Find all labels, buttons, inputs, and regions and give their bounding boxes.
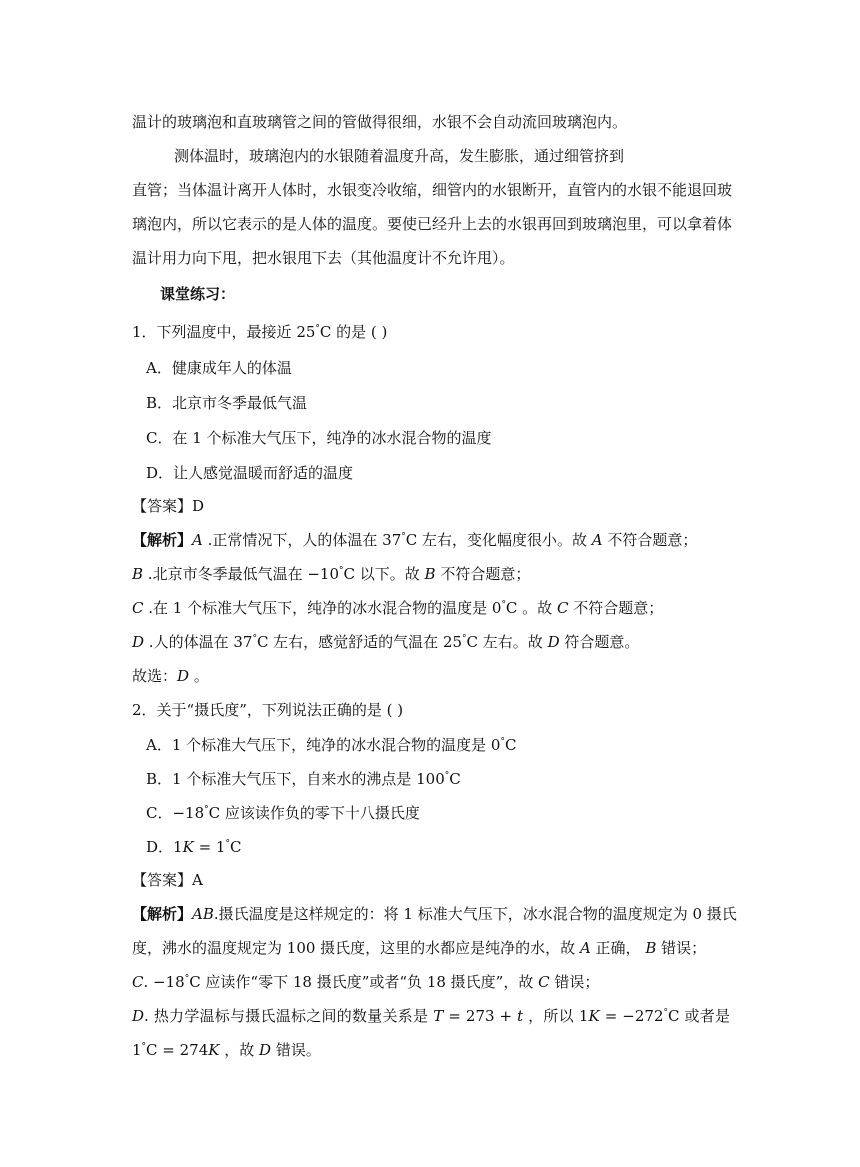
question-2-explanation-line: 1°C = 274K ，故 D 错误。: [132, 1041, 321, 1059]
question-2-option-b: B．1 个标准大气压下，自来水的沸点是 100°C: [146, 770, 461, 788]
paragraph-line: 温计用力向下甩，把水银甩下去（其他温度计不允许甩）。: [132, 249, 515, 267]
paragraph-line: 温计的玻璃泡和直玻璃管之间的管做得很细，水银不会自动流回玻璃泡内。: [132, 113, 628, 131]
question-1-answer: 【答案】D: [132, 497, 205, 515]
question-1-stem: 1．下列温度中，最接近 25°C 的是 ( ): [132, 323, 388, 341]
question-2-option-a: A．1 个标准大气压下，纯净的冰水混合物的温度是 0°C: [146, 736, 517, 754]
question-1-option-d: D．让人感觉温暖而舒适的温度: [146, 464, 354, 482]
question-2-answer: 【答案】A: [132, 871, 203, 889]
question-2-explanation-line: 度，沸水的温度规定为 100 摄氏度，这里的水都应是纯净的水，故 A 正确， B 错误；: [132, 939, 707, 957]
question-1-choose: 故选：D 。: [132, 667, 209, 685]
paragraph-line: 璃泡内，所以它表示的是人体的温度。要使已经升上去的水银再回到玻璃泡里，可以拿着体: [132, 215, 733, 233]
question-2-explanation-line: C. −18°C 应读作“零下 18 摄氏度”或者“负 18 摄氏度”，故 C 错误；: [132, 973, 600, 991]
question-2-explanation-line: 【解析】AB.摄氏温度是这样规定的：将 1 标准大气压下，冰水混合物的温度规定为 0 摄氏: [132, 905, 737, 923]
degree-mark: °: [315, 324, 320, 334]
question-2-stem: 2．关于“摄氏度”，下列说法正确的是 ( ): [132, 701, 404, 719]
paragraph-line: 测体温时，玻璃泡内的水银随着温度升高，发生膨胀，通过细管挤到: [174, 147, 625, 165]
question-1-explanation-line: B .北京市冬季最低气温在 −10°C 以下。故 B 不符合题意；: [132, 565, 531, 583]
question-2-option-c: C．−18°C 应该读作负的零下十八摄氏度: [146, 804, 420, 822]
question-1-explanation-line: 【解析】A .正常情况下，人的体温在 37°C 左右，变化幅度很小。故 A 不符合题意；: [132, 531, 698, 549]
question-1-explanation-line: C .在 1 个标准大气压下，纯净的冰水混合物的温度是 0°C 。故 C 不符合题意；: [132, 599, 664, 617]
question-2-explanation-line: D. 热力学温标与摄氏温标之间的数量关系是 T = 273 + t ，所以 1K = −272°C 或者是: [132, 1007, 730, 1025]
question-1-option-a: A．健康成年人的体温: [146, 359, 292, 377]
question-1-option-b: B．北京市冬季最低气温: [146, 394, 308, 412]
question-2-option-d: D．1K = 1°C: [146, 838, 242, 856]
question-1-option-c: C．在 1 个标准大气压下，纯净的冰水混合物的温度: [146, 429, 492, 447]
question-1-explanation-line: D .人的体温在 37°C 左右，感觉舒适的气温在 25°C 左右。故 D 符合题意。: [132, 633, 640, 651]
paragraph-line: 直管；当体温计离开人体时，水银变冷收缩，细管内的水银断开，直管内的水银不能退回玻: [132, 181, 733, 199]
practice-heading: 课堂练习：: [160, 285, 236, 303]
